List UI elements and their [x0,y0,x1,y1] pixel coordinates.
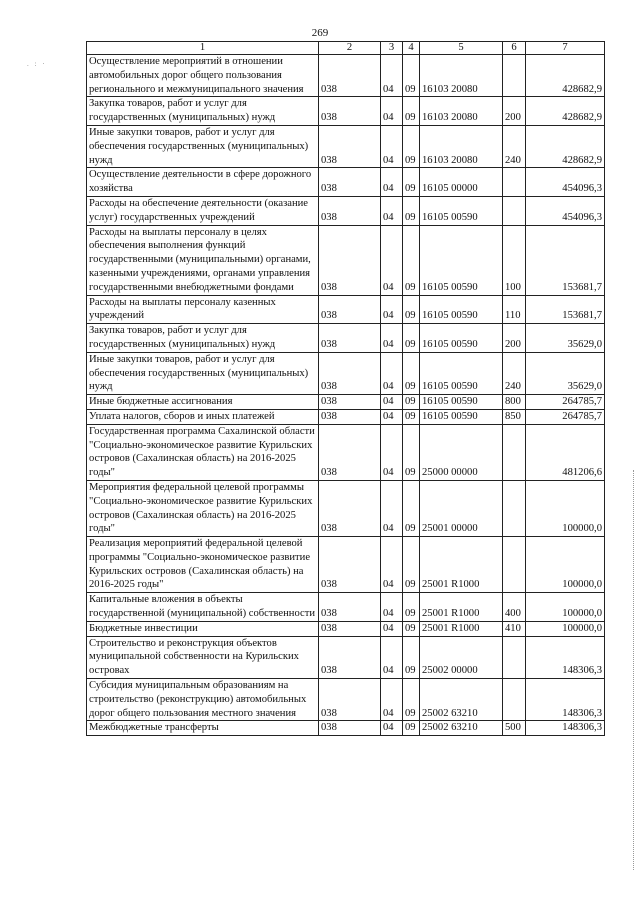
row-expense-type [503,55,526,97]
row-name: Иные бюджетные ассигнования [87,395,319,410]
row-expense-type [503,636,526,678]
row-amount: 428682,9 [526,97,605,126]
table-row [87,621,605,636]
row-subsection: 09 [403,721,420,736]
table-row [87,679,605,721]
row-admin-code: 038 [319,679,381,721]
table-body [87,55,605,736]
row-subsection: 09 [403,480,420,536]
row-expense-type: 800 [503,395,526,410]
row-name: Межбюджетные трансферты [87,721,319,736]
row-name: Субсидия муниципальным образованиям на строительство (реконструкцию) автомобильных дорог общего пользования местного значения [87,679,319,721]
table-row [87,55,605,97]
row-amount: 35629,0 [526,324,605,353]
row-target-article: 16105 00590 [420,409,503,424]
row-admin-code: 038 [319,537,381,593]
row-name: Осуществление деятельности в сфере дорожного хозяйства [87,168,319,197]
row-subsection: 09 [403,225,420,295]
row-admin-code: 038 [319,424,381,480]
row-amount: 264785,7 [526,395,605,410]
row-admin-code: 038 [319,395,381,410]
row-expense-type [503,196,526,225]
row-name: Расходы на выплаты персоналу в целях обеспечения выполнения функций государственными (муниципальными) органами, казенными учреждениями, органами управления государственными внебюджетными фондами [87,225,319,295]
row-target-article: 25001 00000 [420,480,503,536]
row-amount: 153681,7 [526,295,605,324]
row-subsection: 09 [403,125,420,167]
row-name: Расходы на обеспечение деятельности (оказание услуг) государственных учреждений [87,196,319,225]
row-expense-type: 240 [503,125,526,167]
table-row [87,395,605,410]
row-admin-code: 038 [319,55,381,97]
row-subsection: 09 [403,593,420,622]
page-number: 269 [311,27,329,39]
row-expense-type: 200 [503,324,526,353]
table-row [87,196,605,225]
table-row [87,168,605,197]
row-expense-type [503,537,526,593]
table-row [87,324,605,353]
header-col-2: 2 [319,42,381,55]
row-target-article: 16105 00000 [420,168,503,197]
row-subsection: 09 [403,168,420,197]
row-expense-type: 240 [503,352,526,394]
row-target-article: 16105 00590 [420,324,503,353]
table-row [87,295,605,324]
row-name: Капитальные вложения в объекты государственной (муниципальной) собственности [87,593,319,622]
row-name: Иные закупки товаров, работ и услуг для обеспечения государственных (муниципальных) нужд [87,125,319,167]
row-admin-code: 038 [319,480,381,536]
row-admin-code: 038 [319,352,381,394]
row-name: Закупка товаров, работ и услуг для государственных (муниципальных) нужд [87,324,319,353]
row-section: 04 [381,168,403,197]
row-expense-type [503,480,526,536]
row-name: Расходы на выплаты персоналу казенных учреждений [87,295,319,324]
row-name: Иные закупки товаров, работ и услуг для обеспечения государственных (муниципальных) нужд [87,352,319,394]
row-admin-code: 038 [319,621,381,636]
row-name: Бюджетные инвестиции [87,621,319,636]
row-section: 04 [381,621,403,636]
row-amount: 148306,3 [526,636,605,678]
row-section: 04 [381,97,403,126]
row-amount: 153681,7 [526,225,605,295]
row-amount: 428682,9 [526,55,605,97]
row-section: 04 [381,55,403,97]
row-target-article: 16103 20080 [420,97,503,126]
row-section: 04 [381,721,403,736]
row-target-article: 16105 00590 [420,196,503,225]
row-name: Государственная программа Сахалинской области "Социально-экономическое развитие Курильских островов (Сахалинская область) на 2016-2025 годы" [87,424,319,480]
row-name: Реализация мероприятий федеральной целевой программы "Социально-экономическое развитие Курильских островов (Сахалинская область) на 2016-2025 годы" [87,537,319,593]
row-admin-code: 038 [319,196,381,225]
row-amount: 428682,9 [526,125,605,167]
row-target-article: 16105 00590 [420,352,503,394]
row-target-article: 16105 00590 [420,395,503,410]
row-expense-type [503,679,526,721]
row-subsection: 09 [403,424,420,480]
scan-marks: . : · [27,60,47,68]
table-row [87,424,605,480]
row-amount: 148306,3 [526,721,605,736]
row-target-article: 16105 00590 [420,295,503,324]
table-row [87,593,605,622]
header-col-1: 1 [87,42,319,55]
row-expense-type: 850 [503,409,526,424]
row-expense-type: 110 [503,295,526,324]
table-row [87,721,605,736]
row-admin-code: 038 [319,409,381,424]
row-section: 04 [381,324,403,353]
scan-edge-shadow [631,470,634,870]
row-target-article: 25000 00000 [420,424,503,480]
row-admin-code: 038 [319,97,381,126]
row-admin-code: 038 [319,721,381,736]
row-section: 04 [381,395,403,410]
row-amount: 148306,3 [526,679,605,721]
row-subsection: 09 [403,621,420,636]
row-target-article: 25002 63210 [420,721,503,736]
row-section: 04 [381,225,403,295]
row-subsection: 09 [403,324,420,353]
row-admin-code: 038 [319,636,381,678]
row-section: 04 [381,196,403,225]
row-subsection: 09 [403,395,420,410]
row-section: 04 [381,295,403,324]
row-subsection: 09 [403,352,420,394]
header-col-4: 4 [403,42,420,55]
row-subsection: 09 [403,196,420,225]
row-admin-code: 038 [319,225,381,295]
row-amount: 100000,0 [526,621,605,636]
row-section: 04 [381,537,403,593]
row-name: Уплата налогов, сборов и иных платежей [87,409,319,424]
row-target-article: 25001 R1000 [420,621,503,636]
row-subsection: 09 [403,537,420,593]
row-admin-code: 038 [319,295,381,324]
table-row [87,352,605,394]
row-target-article: 16103 20080 [420,125,503,167]
table-row [87,97,605,126]
header-col-5: 5 [420,42,503,55]
row-name: Мероприятия федеральной целевой программы "Социально-экономическое развитие Курильских островов (Сахалинская область) на 2016-2025 годы" [87,480,319,536]
table-row [87,636,605,678]
row-expense-type: 100 [503,225,526,295]
row-section: 04 [381,424,403,480]
row-amount: 100000,0 [526,480,605,536]
row-expense-type: 200 [503,97,526,126]
row-amount: 454096,3 [526,196,605,225]
row-admin-code: 038 [319,125,381,167]
row-amount: 264785,7 [526,409,605,424]
row-subsection: 09 [403,55,420,97]
table-row [87,409,605,424]
row-amount: 454096,3 [526,168,605,197]
row-section: 04 [381,636,403,678]
row-expense-type [503,424,526,480]
row-section: 04 [381,352,403,394]
row-expense-type: 500 [503,721,526,736]
header-row [87,42,605,55]
row-section: 04 [381,480,403,536]
budget-table [86,41,605,736]
row-target-article: 16105 00590 [420,225,503,295]
row-subsection: 09 [403,97,420,126]
header-col-6: 6 [503,42,526,55]
row-section: 04 [381,125,403,167]
row-section: 04 [381,593,403,622]
row-section: 04 [381,679,403,721]
row-admin-code: 038 [319,324,381,353]
row-expense-type: 410 [503,621,526,636]
row-subsection: 09 [403,636,420,678]
row-amount: 481206,6 [526,424,605,480]
row-target-article: 25002 00000 [420,636,503,678]
row-amount: 100000,0 [526,593,605,622]
row-admin-code: 038 [319,593,381,622]
header-col-7: 7 [526,42,605,55]
row-admin-code: 038 [319,168,381,197]
row-amount: 35629,0 [526,352,605,394]
table-row [87,537,605,593]
table-row [87,480,605,536]
row-section: 04 [381,409,403,424]
row-expense-type [503,168,526,197]
row-expense-type: 400 [503,593,526,622]
row-subsection: 09 [403,679,420,721]
row-name: Закупка товаров, работ и услуг для государственных (муниципальных) нужд [87,97,319,126]
table-row [87,125,605,167]
row-target-article: 25002 63210 [420,679,503,721]
row-target-article: 25001 R1000 [420,537,503,593]
row-target-article: 16103 20080 [420,55,503,97]
row-name: Осуществление мероприятий в отношении автомобильных дорог общего пользования регионального и межмуниципального значения [87,55,319,97]
row-target-article: 25001 R1000 [420,593,503,622]
row-name: Строительство и реконструкция объектов муниципальной собственности на Курильских островах [87,636,319,678]
header-col-3: 3 [381,42,403,55]
row-subsection: 09 [403,409,420,424]
table-row [87,225,605,295]
row-amount: 100000,0 [526,537,605,593]
row-subsection: 09 [403,295,420,324]
